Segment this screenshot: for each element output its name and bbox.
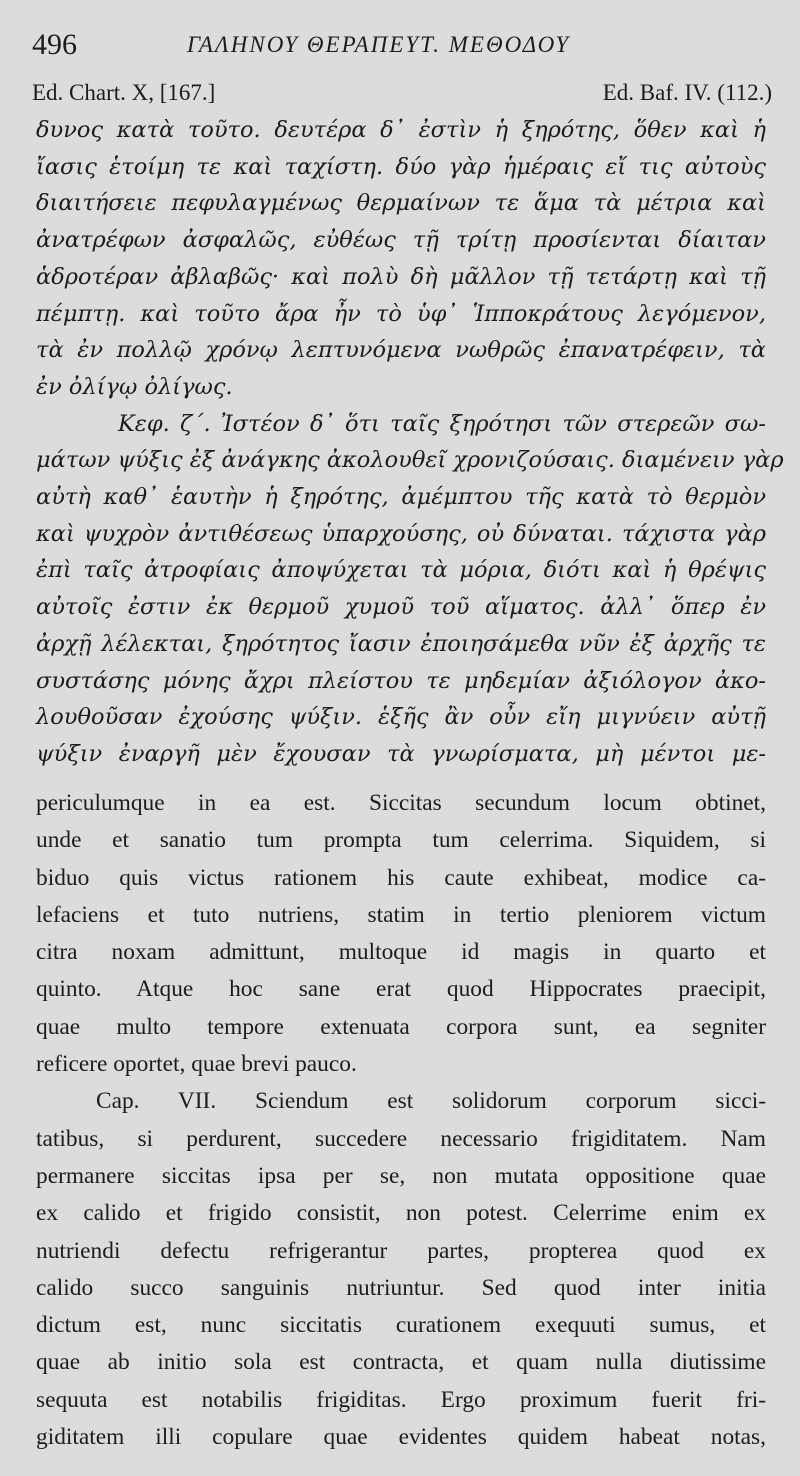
running-title: ΓΑΛΗΝΟΥ ΘΕΡΑΠΕΥΤ. ΜΕΘΟΔΟΥ xyxy=(187,32,571,57)
greek-text-line: αὐτοῖς ἐστιν ἐκ θερμοῦ χυμοῦ τοῦ αἵματος. ἀλλ᾽ ὅπερ ἐν xyxy=(36,594,766,621)
greek-text-line: ἐν ὀλίγῳ ὀλίγως. xyxy=(36,373,233,400)
edition-chartier: Ed. Chart. X, [167.] xyxy=(32,80,216,105)
greek-text-line: διαιτήσειε πεφυλαγμένως θερμαίνων τε ἅμα τὰ μέτρια καὶ xyxy=(36,190,766,217)
greek-text-line: ἁδροτέραν ἀβλαβῶς· καὶ πολὺ δὴ μᾶλλον τῇ τετάρτῃ καὶ τῇ xyxy=(36,263,766,290)
greek-text-line: συστάσης μόνης ἄχρι πλείστου τε μηδεμίαν ἀξιόλογον ἀκο- xyxy=(36,667,766,694)
greek-text-line: ψύξιν ἐναργῆ μὲν ἔχουσαν τὰ γνωρίσματα, μὴ μέντοι με- xyxy=(36,740,766,767)
latin-text-line: reficere oportet, quae brevi pauco. xyxy=(36,1051,357,1078)
greek-text-line: τὰ ἐν πολλῷ χρόνῳ λεπτυνόμενα νωθρῶς ἐπανατρέφειν, τὰ xyxy=(36,337,766,364)
greek-text-block xyxy=(36,112,784,773)
latin-text-line: giditatem illi copulare quae evidentes quidem habeat notas, xyxy=(36,1424,766,1451)
latin-text-line: nutriendi defectu refrigerantur partes, propterea quod ex xyxy=(36,1237,766,1264)
greek-text-line: ἀνατρέφων ἀσφαλῶς, εὐθέως τῇ τρίτῃ προσίενται δίαιταν xyxy=(36,227,766,254)
greek-text-line: μάτων ψύξις ἐξ ἀνάγκης ἀκολουθεῖ χρονιζούσαις. διαμένειν γὰρ xyxy=(36,447,784,474)
latin-text-line: lefaciens et tuto nutriens, statim in tertio pleniorem victum xyxy=(36,901,766,928)
latin-text-line: tatibus, si perdurent, succedere necessario frigiditatem. Nam xyxy=(36,1125,766,1152)
latin-text-line: calido succo sanguinis nutriuntur. Sed quod inter initia xyxy=(36,1274,766,1301)
edition-reference-line xyxy=(32,80,772,110)
greek-text-line: ἐπὶ ταῖς ἀτροφίαις ἀποψύχεται τὰ μόρια, διότι καὶ ἡ θρέψις xyxy=(36,557,766,584)
greek-text-line: αὐτὴ καθ᾽ ἑαυτὴν ἡ ξηρότης, ἀμέμπτου τῆς κατὰ τὸ θερμὸν xyxy=(36,484,766,511)
latin-text-line: Cap. VII. Sciendum est solidorum corporum sicci- xyxy=(96,1088,766,1115)
greek-text-line: λουθοῦσαν ἐχούσης ψύξιν. ἑξῆς ἂν οὖν εἴη μιγνύειν αὐτῇ xyxy=(36,704,766,731)
page-header xyxy=(32,22,772,62)
greek-text-line: ἴασις ἑτοίμη τε καὶ ταχίστη. δύο γὰρ ἡμέραις εἴ τις αὐτοὺς xyxy=(36,153,766,180)
greek-text-line: ἀρχῇ λέλεκται, ξηρότητος ἴασιν ἐποιησάμεθα νῦν ἐξ ἀρχῆς τε xyxy=(36,630,766,657)
latin-text-line: unde et sanatio tum prompta tum celerrima. Siquidem, si xyxy=(36,827,766,854)
latin-text-line: biduo quis victus rationem his caute exhibeat, modice ca- xyxy=(36,864,766,891)
latin-text-line: quae multo tempore extenuata corpora sunt, ea segniter xyxy=(36,1013,766,1040)
edition-basel: Ed. Baf. IV. (112.) xyxy=(602,80,772,105)
latin-text-line: permanere siccitas ipsa per se, non mutata oppositione quae xyxy=(36,1162,766,1189)
latin-text-block xyxy=(36,785,766,1456)
greek-text-line: καὶ ψυχρὸν ἀντιθέσεως ὑπαρχούσης, οὐ δύναται. τάχιστα γὰρ xyxy=(36,520,766,547)
greek-text-line: δυνος κατὰ τοῦτο. δευτέρα δ᾽ ἐστὶν ἡ ξηρότης, ὅθεν καὶ ἡ xyxy=(36,117,766,143)
latin-text-line: periculumque in ea est. Siccitas secundum locum obtinet, xyxy=(36,790,766,816)
page-number: 496 xyxy=(32,28,77,61)
latin-text-line: quinto. Atque hoc sane erat quod Hippocrates praecipit, xyxy=(36,976,766,1003)
latin-text-line: quae ab initio sola est contracta, et quam nulla diutissime xyxy=(36,1349,766,1376)
latin-text-line: sequuta est notabilis frigiditas. Ergo proximum fuerit fri- xyxy=(36,1386,766,1413)
latin-text-line: citra noxam admittunt, multoque id magis in quarto et xyxy=(36,939,766,966)
greek-text-line: πέμπτῃ. καὶ τοῦτο ἄρα ἦν τὸ ὑφ᾽ Ἱπποκράτους λεγόμενον, xyxy=(36,300,766,327)
greek-text-line: Κεφ. ζ΄. Ἰστέον δ᾽ ὅτι ταῖς ξηρότησι τῶν στερεῶν σω- xyxy=(118,410,766,437)
latin-text-line: ex calido et frigido consistit, non potest. Celerrime enim ex xyxy=(36,1200,766,1227)
latin-text-line: dictum est, nunc siccitatis curationem exequuti sumus, et xyxy=(36,1312,766,1339)
